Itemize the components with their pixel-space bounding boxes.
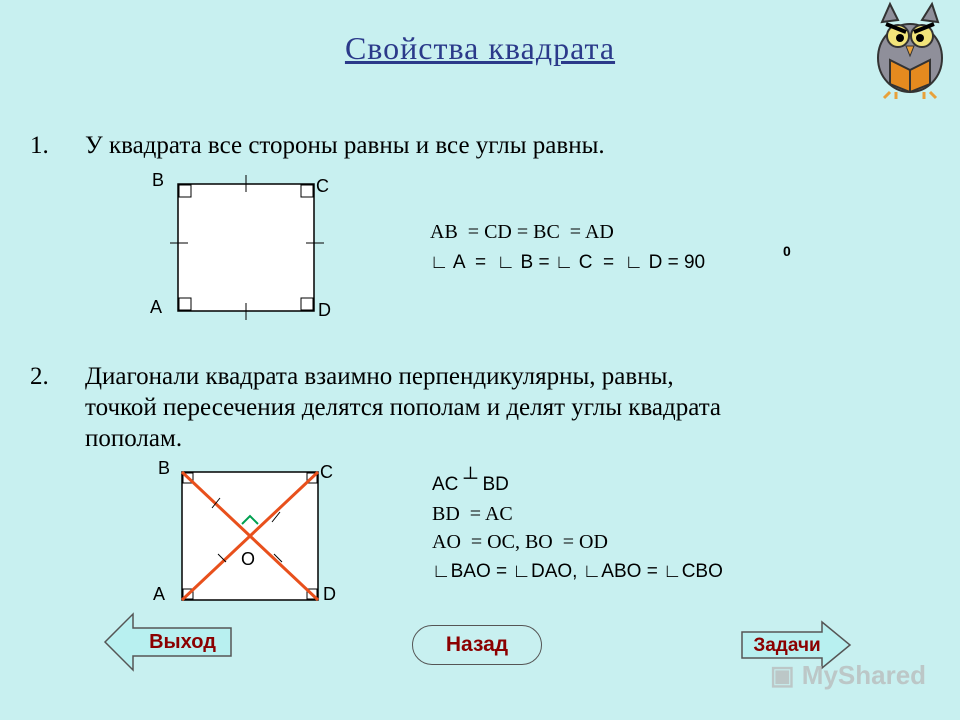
item-2-line-2: точкой пересечения делятся пополам и делят углы квадрата — [85, 394, 722, 421]
back-button[interactable]: Назад — [412, 625, 542, 665]
perp-right: BD — [482, 474, 509, 495]
tasks-button[interactable]: Задачи — [753, 635, 821, 656]
perpendicular-statement — [432, 468, 509, 496]
vertex-a-label-2: A — [153, 584, 166, 604]
center-o-label: O — [241, 549, 256, 569]
item-2-number: 2. — [30, 363, 49, 390]
vertex-c-label-2: C — [320, 462, 333, 482]
item-1-number: 1. — [30, 132, 49, 159]
vertex-d-label-2: D — [323, 584, 336, 604]
item-2-line-3: пополам. — [85, 425, 183, 452]
watermark-logo — [770, 660, 926, 691]
watermark-text: MyShared — [801, 660, 927, 690]
item-2-line-1: Диагонали квадрата взаимно перпендикулярны, равны, — [85, 363, 674, 390]
vertex-c-label: C — [316, 176, 329, 196]
perp-left: AC — [432, 474, 459, 495]
diagonals-equal: BD = AC — [432, 503, 513, 525]
vertex-b-label-2: B — [158, 458, 171, 478]
exit-button[interactable]: Выход — [149, 631, 216, 653]
halves-equal: AO = OC, BO = OD — [432, 531, 608, 553]
square-figure — [160, 170, 340, 330]
sides-equal: AB = CD = BC = AD — [430, 221, 614, 243]
vertex-a-label: A — [150, 297, 163, 317]
perpendicular-icon: ┴ — [463, 468, 478, 489]
angles-equal: ∟ A = ∟ B = ∟ C = ∟ D = 90 — [430, 252, 706, 273]
vertex-b-label: B — [152, 170, 165, 190]
owl-icon — [860, 0, 960, 100]
watermark-icon: ▣ — [770, 660, 802, 690]
item-1-text: У квадрата все стороны равны и все углы равны. — [85, 132, 605, 159]
bisected-angles: ∟BAO = ∟DAO, ∟ABO = ∟CBO — [432, 561, 723, 582]
diagonals-figure — [170, 460, 340, 610]
page-title: Свойства квадрата — [344, 30, 616, 66]
vertex-d-label: D — [318, 300, 331, 320]
degree-mark: 0 — [783, 243, 791, 259]
